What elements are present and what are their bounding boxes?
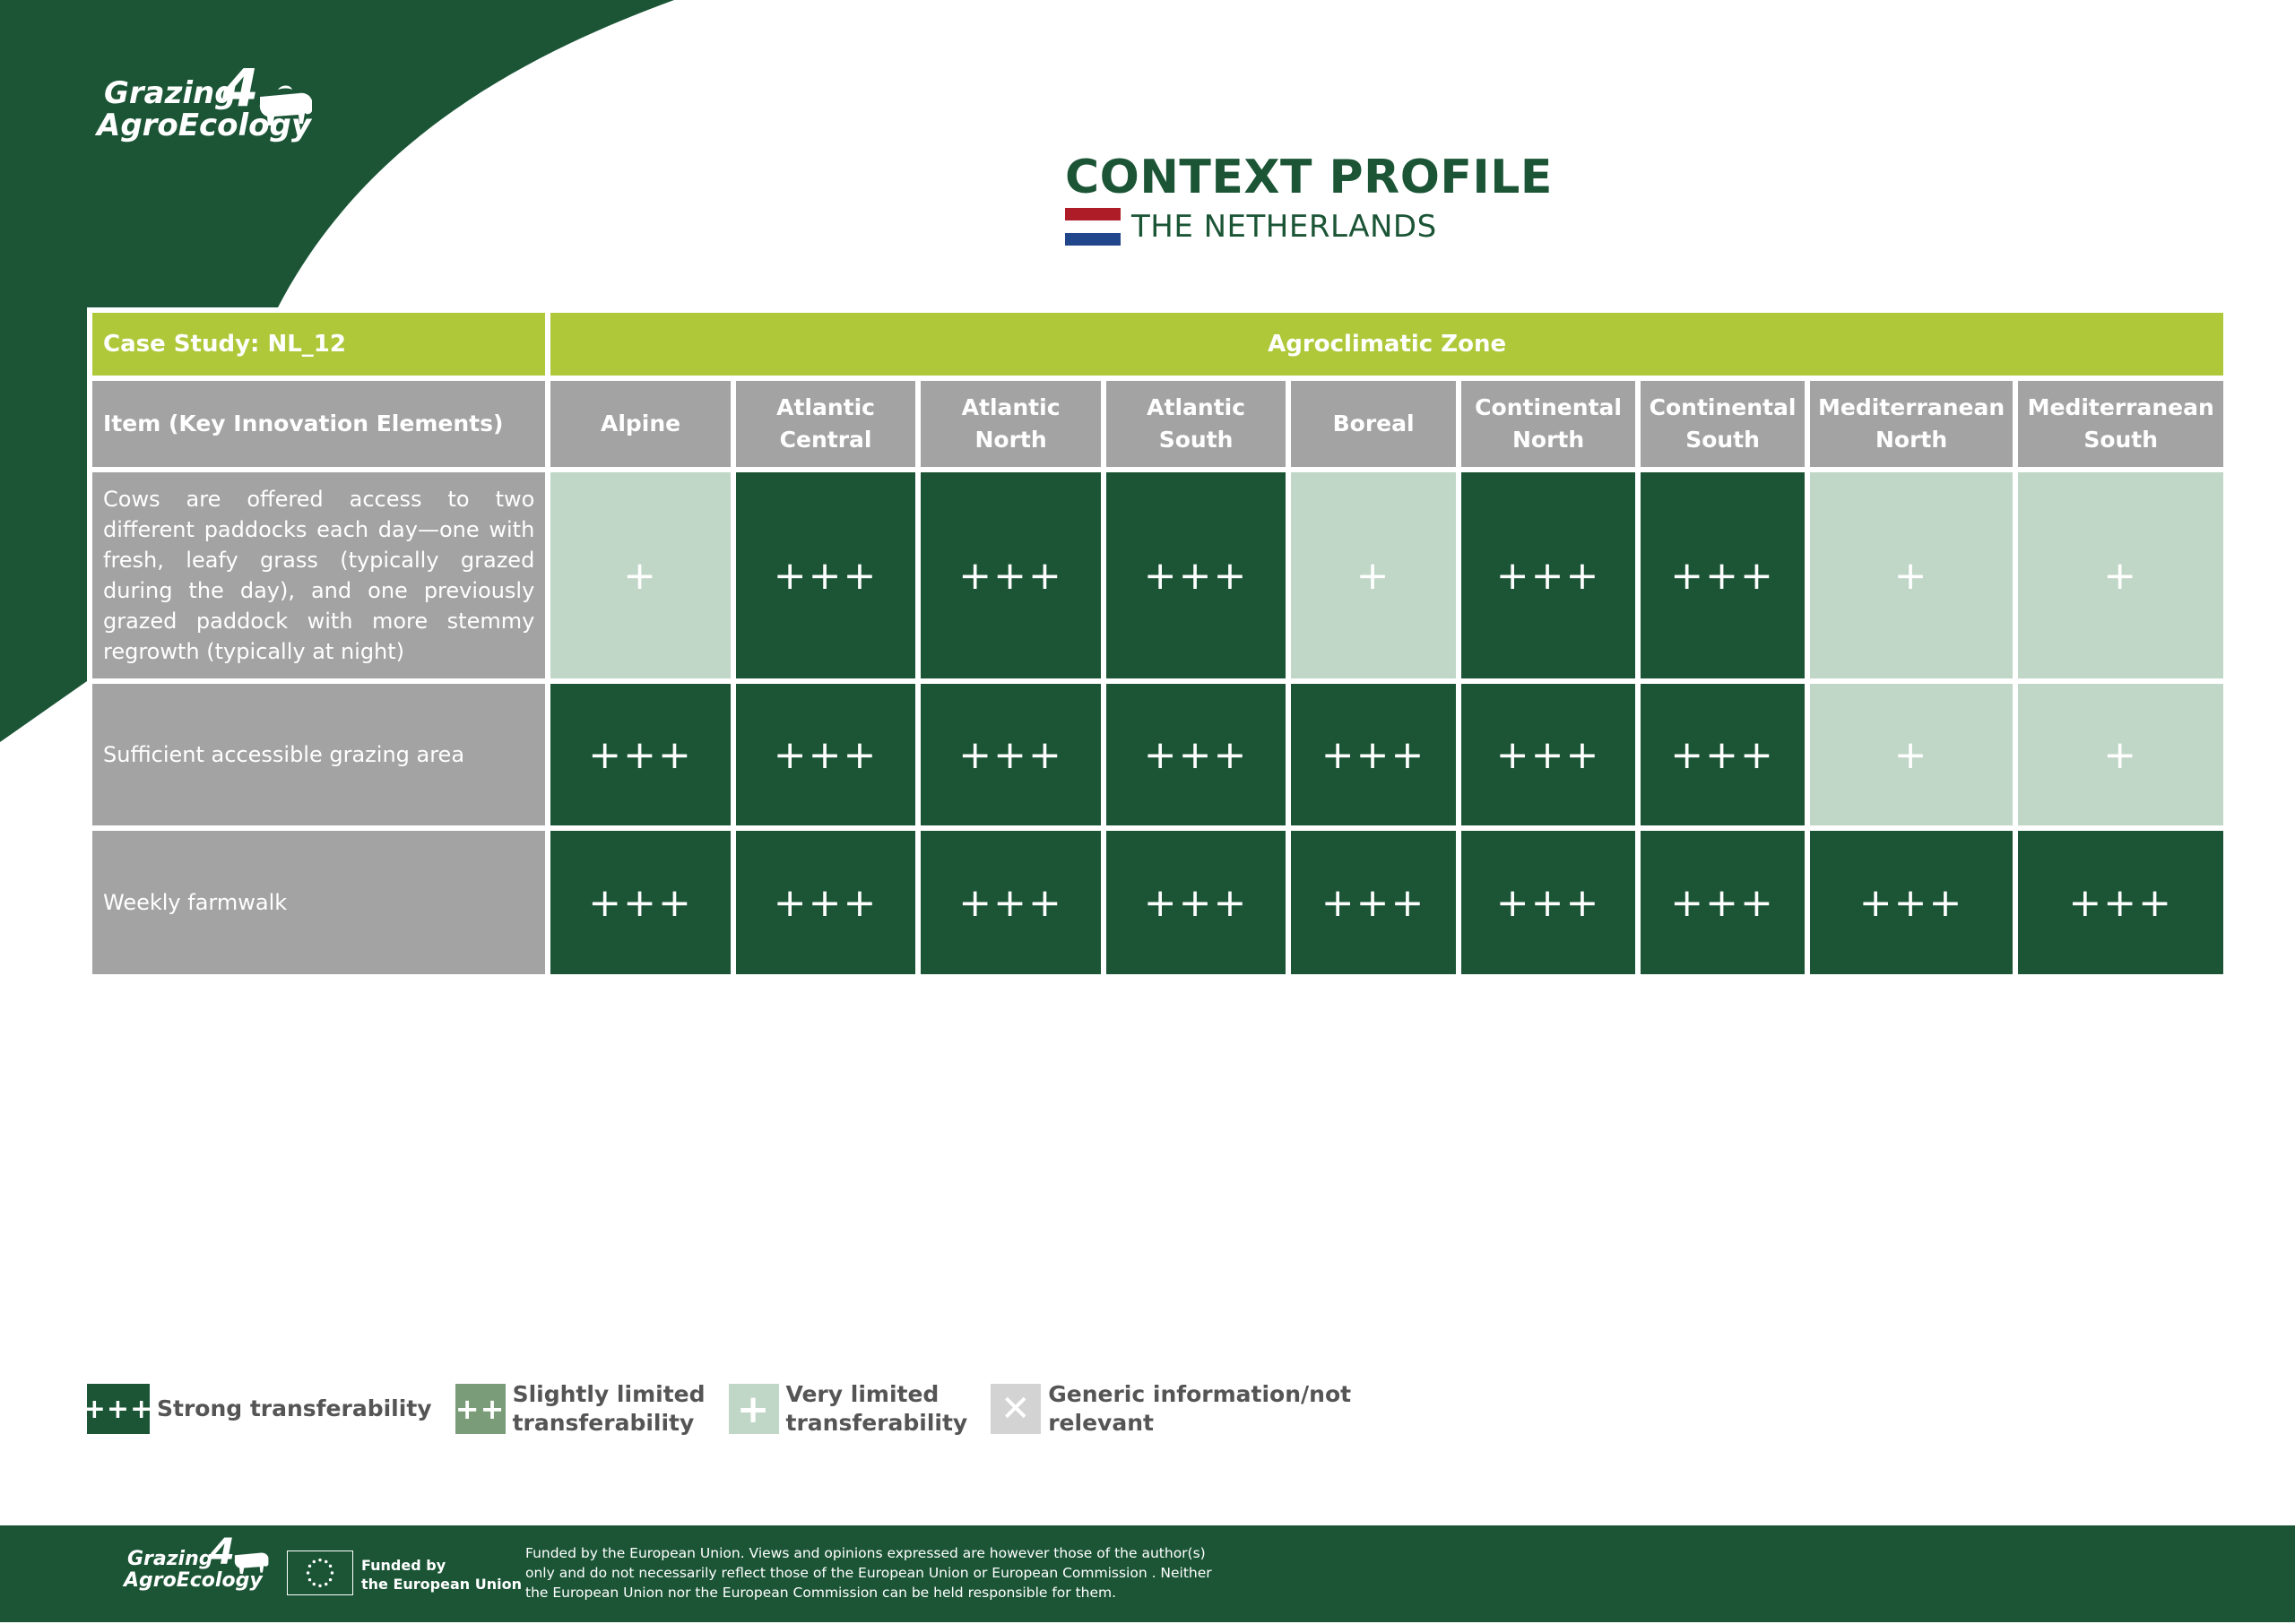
score-cell: + — [2018, 684, 2223, 825]
zone-header-mediterranean-south: Mediterranean South — [2018, 381, 2223, 467]
page-title: CONTEXT PROFILE — [1065, 151, 1553, 204]
legend-label-slightly-limited: Slightly limited transferability — [512, 1381, 706, 1436]
table-row — [92, 831, 2223, 974]
score-cell: +++ — [921, 472, 1101, 678]
legend-swatch-slightly-limited: ++ — [455, 1384, 506, 1434]
table-row — [92, 472, 2223, 678]
item-paddock-access: Cows are offered access to two different paddocks each day—one with fresh, leafy grass (typically grazed during the day), and one previously grazed paddock with more stemmy regrowth (typically at night) — [92, 472, 545, 678]
country-row — [1065, 208, 1553, 246]
score-cell: +++ — [2018, 831, 2223, 974]
legend-swatch-generic: ✕ — [991, 1384, 1041, 1434]
eu-funding-label: Funded by the European Union — [361, 1557, 522, 1593]
score-cell: +++ — [1106, 831, 1286, 974]
score-cell: +++ — [1641, 472, 1804, 678]
logo-text-agroecology: AgroEcology — [97, 108, 312, 143]
legend-generic — [991, 1380, 1351, 1438]
title-block — [1065, 151, 1553, 246]
legend-label-strong: Strong transferability — [157, 1395, 432, 1421]
zone-header-atlantic-south: Atlantic South — [1106, 381, 1286, 467]
score-cell: +++ — [550, 831, 731, 974]
score-cell: +++ — [1106, 472, 1286, 678]
eu-flag-icon — [287, 1551, 353, 1595]
legend-strong — [82, 1384, 432, 1434]
funding-disclaimer: Funded by the European Union. Views and opinions expressed are however those of the author(s) only and do not necessarily reflect those of the European Union or European Commission . Neither the European Union nor the European Commission can be held responsible for them. — [525, 1545, 1212, 1601]
score-cell: +++ — [1810, 831, 2014, 974]
logo-number: 4 — [222, 57, 259, 118]
score-cell: +++ — [1291, 684, 1455, 825]
netherlands-flag-icon — [1065, 208, 1121, 246]
zone-header-alpine: Alpine — [550, 381, 731, 467]
footer-logo-text-grazing: Grazing — [127, 1548, 213, 1570]
score-cell: +++ — [1106, 684, 1286, 825]
footer-logo-text-agroecology: AgroEcology — [124, 1569, 263, 1592]
score-cell: + — [2018, 472, 2223, 678]
agroclimatic-zone-header: Agroclimatic Zone — [550, 313, 2223, 376]
table-row — [92, 684, 2223, 825]
item-grazing-area: Sufficient accessible grazing area — [92, 684, 545, 825]
zone-header-continental-south: Continental South — [1641, 381, 1804, 467]
country-name: THE NETHERLANDS — [1131, 209, 1437, 245]
cow-icon — [255, 84, 316, 131]
score-cell: +++ — [1641, 684, 1804, 825]
footer-cow-icon — [231, 1547, 271, 1577]
zone-header-continental-north: Continental North — [1461, 381, 1636, 467]
legend — [82, 1380, 1374, 1438]
legend-slightly-limited — [455, 1380, 706, 1438]
score-cell: +++ — [1641, 831, 1804, 974]
zone-header-atlantic-north: Atlantic North — [921, 381, 1101, 467]
zone-header-boreal: Boreal — [1291, 381, 1455, 467]
footer-logo — [124, 1532, 263, 1592]
legend-swatch-very-limited: + — [729, 1384, 779, 1434]
grazing4agroecology-logo — [97, 57, 312, 160]
item-column-header: Item (Key Innovation Elements) — [92, 381, 545, 467]
transferability-table — [87, 307, 2229, 980]
score-cell: +++ — [1461, 831, 1636, 974]
score-cell: +++ — [1291, 831, 1455, 974]
zone-header-mediterranean-north: Mediterranean North — [1810, 381, 2014, 467]
score-cell: +++ — [550, 684, 731, 825]
legend-swatch-strong: +++ — [87, 1384, 150, 1434]
score-cell: + — [1810, 684, 2014, 825]
logo-text-grazing: Grazing — [104, 75, 237, 111]
footer — [0, 1525, 2295, 1622]
score-cell: + — [1291, 472, 1455, 678]
score-cell: + — [550, 472, 731, 678]
table-title-row — [92, 313, 2223, 376]
score-cell: + — [1810, 472, 2014, 678]
score-cell: +++ — [736, 831, 916, 974]
score-cell: +++ — [736, 684, 916, 825]
footer-logo-number: 4 — [210, 1532, 235, 1573]
score-cell: +++ — [736, 472, 916, 678]
zone-header-atlantic-central: Atlantic Central — [736, 381, 916, 467]
score-cell: +++ — [921, 831, 1101, 974]
legend-label-very-limited: Very limited transferability — [785, 1381, 968, 1436]
legend-label-generic: Generic information/not relevant — [1048, 1381, 1352, 1436]
legend-very-limited — [729, 1380, 968, 1438]
item-weekly-farmwalk: Weekly farmwalk — [92, 831, 545, 974]
score-cell: +++ — [1461, 472, 1636, 678]
score-cell: +++ — [1461, 684, 1636, 825]
zone-header-row — [92, 381, 2223, 467]
score-cell: +++ — [921, 684, 1101, 825]
case-study-label: Case Study: NL_12 — [92, 313, 545, 376]
